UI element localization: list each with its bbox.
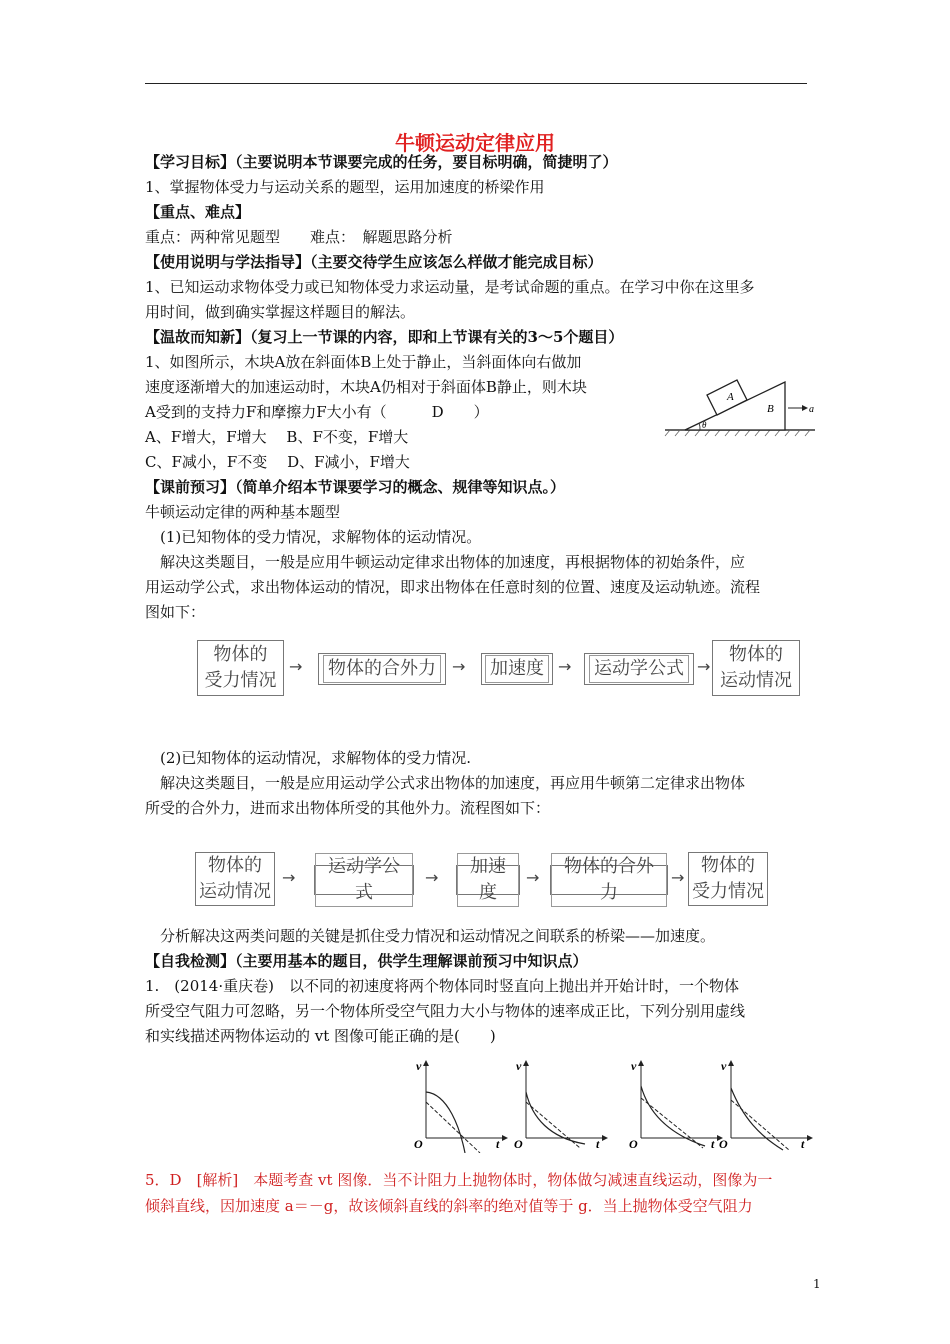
origin-label: O xyxy=(414,1137,423,1151)
question-line: 所受空气阻力可忽略，另一个物体所受空气阻力大小与物体的速率成正比，下列分别用虚线 xyxy=(145,1002,746,1020)
header-rule xyxy=(145,83,807,84)
text-line: (2)已知物体的运动情况，求解物体的受力情况. xyxy=(160,749,472,767)
flow-arrow: → xyxy=(282,868,296,887)
origin-label: O xyxy=(514,1137,523,1151)
flow-arrow: → xyxy=(289,657,303,676)
text-line: 1、如图所示，木块A放在斜面体B上处于静止，当斜面体向右做加 xyxy=(145,353,582,371)
flow2-step: 运动学公式 xyxy=(314,865,414,895)
page-title: 牛顿运动定律应用 xyxy=(395,131,555,155)
text-line: 重点：两种常见题型 难点： 解题思路分析 xyxy=(145,228,453,246)
flow1-step: 物体的 受力情况 xyxy=(197,640,284,696)
v-axis-label: v xyxy=(721,1059,727,1073)
flow1-step: 物体的合外力 xyxy=(318,653,446,685)
t-axis-label: t xyxy=(801,1137,805,1151)
text-line: 解决这类题目，一般是应用运动学公式求出物体的加速度，再应用牛顿第二定律求出物体 xyxy=(160,774,746,792)
flow-arrow: → xyxy=(671,868,685,887)
answer-line: 倾斜直线，因加速度 a＝－g，故该倾斜直线的斜率的绝对值等于 g．当上抛物体受空气阻力 xyxy=(145,1197,753,1215)
t-axis-label: t xyxy=(711,1137,715,1151)
question-line: 1. (2014·重庆卷) 以不同的初速度将两个物体同时竖直向上抛出并开始计时，一个物体 xyxy=(145,977,739,995)
section-heading: 【学习目标】（主要说明本节课要完成的任务，要目标明确，简捷明了） xyxy=(145,153,618,171)
incline-figure xyxy=(660,370,820,440)
v-axis-label: v xyxy=(631,1059,637,1073)
flow-arrow: → xyxy=(526,868,540,887)
section-heading: 【课前预习】（简单介绍本节课要学习的概念、规律等知识点。） xyxy=(145,478,566,496)
text-line: (1)已知物体的受力情况，求解物体的运动情况。 xyxy=(160,528,482,546)
flow-arrow: → xyxy=(452,657,466,676)
text-line: A受到的支持力F和摩擦力F大小有（ D ） xyxy=(145,403,489,421)
v-axis-label: v xyxy=(416,1059,422,1073)
angle-label: θ xyxy=(702,420,707,430)
accel-label: a xyxy=(809,404,814,415)
text-line: 1、掌握物体受力与运动关系的题型，运用加速度的桥梁作用 xyxy=(145,178,545,196)
flow2-step: 物体的 受力情况 xyxy=(688,852,768,906)
section-heading: 【自我检测】（主要用基本的题目，供学生理解课前预习中知识点） xyxy=(145,952,588,970)
text-line: 图如下： xyxy=(145,603,206,621)
block-a-label: A xyxy=(727,391,734,403)
flow-arrow: → xyxy=(697,657,711,676)
v-axis-label: v xyxy=(516,1059,522,1073)
text-line: 1、已知运动求物体受力或已知物体受力求运动量，是考试命题的重点。在学习中你在这里多 xyxy=(145,278,755,296)
text-line: 分析解决这两类问题的关键是抓住受力情况和运动情况之间联系的桥梁——加速度。 xyxy=(160,927,716,945)
section-heading: 【温故而知新】（复习上一节课的内容，即和上节课有关的3～5个题目） xyxy=(145,328,624,346)
option-line: C、F减小，F不变 D、F减小，F增大 xyxy=(145,453,410,471)
vt-graph-c xyxy=(625,1058,725,1153)
question-line: 和实线描述两物体运动的 vt 图像可能正确的是( ) xyxy=(145,1027,496,1045)
vt-graph-a xyxy=(410,1058,510,1153)
origin-label: O xyxy=(719,1137,728,1151)
flow2-step: 物体的 运动情况 xyxy=(195,852,275,906)
answer-line: 5．D [解析] 本题考查 vt 图像．当不计阻力上抛物体时，物体做匀减速直线运动，图像为一 xyxy=(145,1171,773,1189)
t-axis-label: t xyxy=(596,1137,600,1151)
page-number: 1 xyxy=(813,1277,821,1291)
text-line: 解决这类题目，一般是应用牛顿运动定律求出物体的加速度，再根据物体的初始条件，应 xyxy=(160,553,746,571)
vt-graph-d xyxy=(715,1058,815,1153)
vt-graph-b xyxy=(510,1058,610,1153)
flow-arrow: → xyxy=(425,868,439,887)
flow1-step: 运动学公式 xyxy=(584,653,694,685)
flow1-step: 加速度 xyxy=(481,653,553,685)
flow1-step: 物体的 运动情况 xyxy=(712,640,800,696)
option-line: A、F增大，F增大 B、F不变，F增大 xyxy=(145,428,409,446)
flow2-step: 加速度 xyxy=(456,865,520,895)
block-b-label: B xyxy=(767,403,774,415)
text-line: 速度逐渐增大的加速运动时，木块A仍相对于斜面体B静止，则木块 xyxy=(145,378,587,396)
t-axis-label: t xyxy=(496,1137,500,1151)
section-heading: 【重点、难点】 xyxy=(145,203,251,221)
text-line: 用运动学公式，求出物体运动的情况，即求出物体在任意时刻的位置、速度及运动轨迹。流程 xyxy=(145,578,761,596)
text-line: 用时间，做到确实掌握这样题目的解法。 xyxy=(145,303,416,321)
flow-arrow: → xyxy=(558,657,572,676)
text-line: 所受的合外力，进而求出物体所受的其他外力。流程图如下： xyxy=(145,799,551,817)
section-heading: 【使用说明与学法指导】（主要交待学生应该怎么样做才能完成目标） xyxy=(145,253,603,271)
origin-label: O xyxy=(629,1137,638,1151)
text-line: 牛顿运动定律的两种基本题型 xyxy=(145,503,341,521)
flow2-step: 物体的合外力 xyxy=(550,865,668,895)
